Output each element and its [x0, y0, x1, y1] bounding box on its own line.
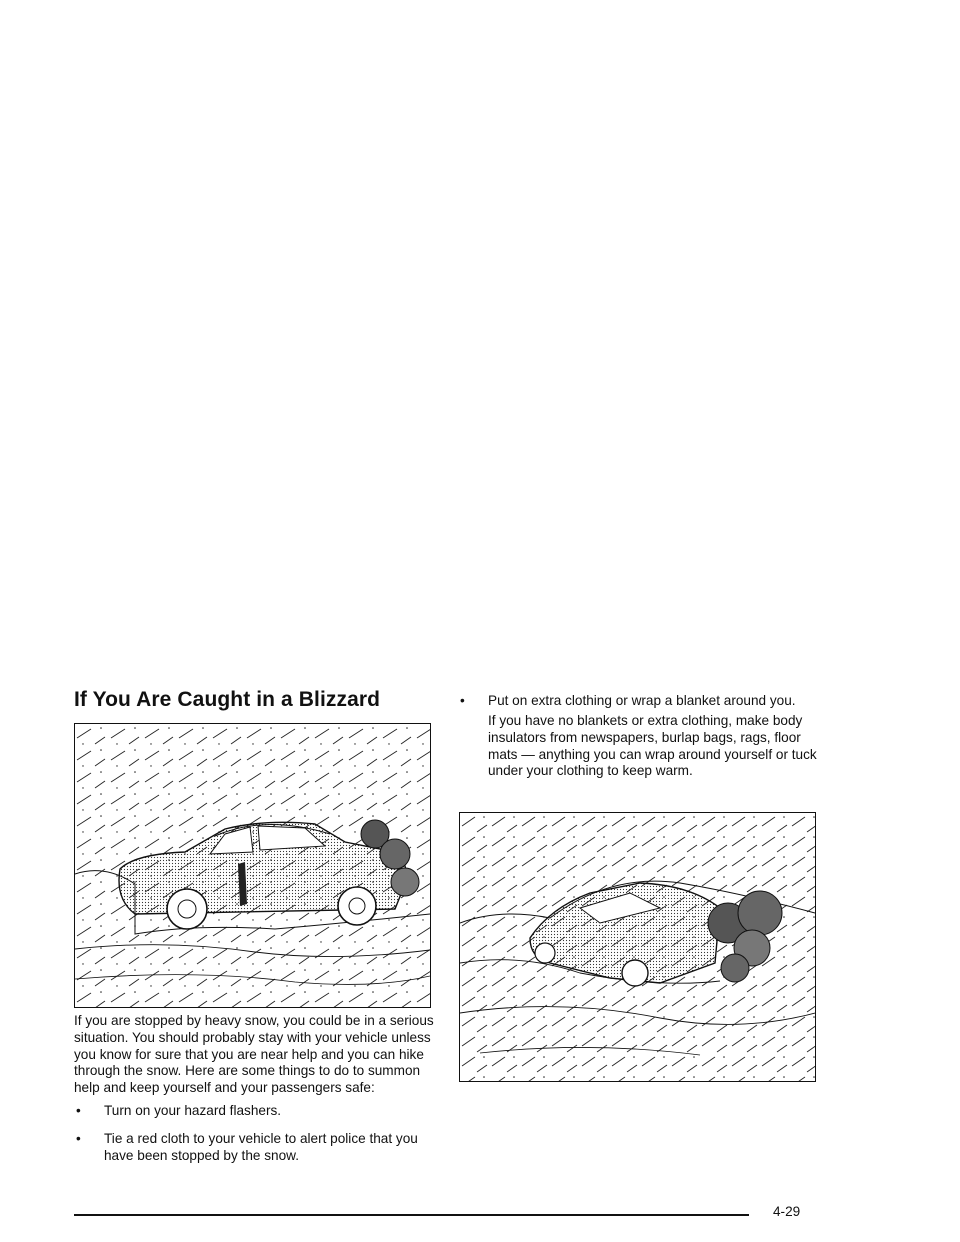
intro-paragraph: If you are stopped by heavy snow, you could be in a serious situation. You should probably stay with your vehicle unless you know for sure that you are near help and you can hike through the snow. Here are some things to do to summon help and keep yourself and your passengers safe: — [74, 1013, 434, 1096]
page-number: 4-29 — [773, 1204, 801, 1219]
bullet-subtext: If you have no blankets or extra clothing, make body insulators from newspapers, burlap bags, rags, floor mats — anything you can wrap around yourself or tuck under your clothing to keep warm. — [488, 713, 817, 779]
bullet-text: Turn on your hazard flashers. — [104, 1103, 282, 1118]
blizzard-car-exhaust-illustration — [459, 812, 816, 1082]
bullet-symbol: • — [76, 1131, 81, 1146]
blizzard-car-side-illustration — [74, 723, 431, 1008]
footer-rule — [74, 1214, 749, 1216]
section-heading: If You Are Caught in a Blizzard — [74, 688, 381, 711]
bullet-text: Put on extra clothing or wrap a blanket around you. — [488, 693, 796, 708]
bullet-extra-clothing — [460, 692, 820, 780]
bullet-symbol: • — [460, 693, 465, 708]
bullet-hazard-flashers — [76, 1102, 436, 1119]
bullet-red-cloth — [76, 1130, 436, 1164]
bullet-text: Tie a red cloth to your vehicle to alert police that you have been stopped by the snow. — [104, 1131, 418, 1163]
bullet-symbol: • — [76, 1103, 81, 1118]
